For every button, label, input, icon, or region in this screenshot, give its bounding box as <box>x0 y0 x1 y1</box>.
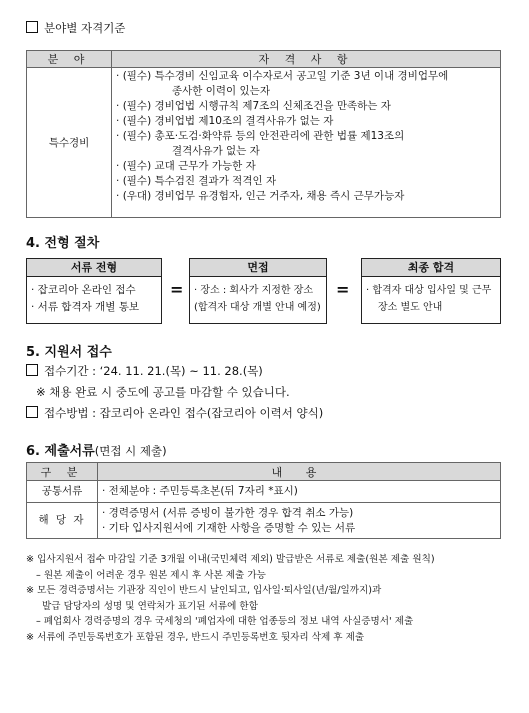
req-item-cont: 종사한 이력이 있는자 <box>172 85 270 97</box>
documents-table <box>26 462 501 539</box>
doc-line: · 경력증명서 (서류 증빙이 불가한 경우 합격 취소 가능) <box>102 506 354 519</box>
req-item-cont: 결격사유가 없는 자 <box>172 145 260 157</box>
note-line: – 원본 제출이 어려운 경우 원본 제시 후 사본 제출 가능 <box>36 569 266 581</box>
step-document-screening <box>26 258 162 324</box>
col-requirement-header: 자 격 사 항 <box>112 51 501 68</box>
req-item: · (우대) 경비업무 유경험자, 인근 거주자, 채용 즉시 근무가능자 <box>116 190 405 202</box>
note-line: ※ 모든 경력증명서는 기관장 직인이 반드시 날인되고, 입사일·퇴사일(년/월/일까지)과 <box>26 585 382 596</box>
checkbox-square-icon <box>26 21 38 33</box>
note-line: ※ 서류에 주민등록번호가 포함된 경우, 반드시 주민등록번호 뒷자리 삭제 후 제출 <box>26 631 365 643</box>
application-method: 접수방법 : 잡코리아 온라인 접수(잡코리아 이력서 양식) <box>26 405 323 421</box>
common-docs-content: · 전체분야 : 주민등록초본(뒤 7자리 *표시) <box>98 481 501 503</box>
notes-block <box>26 552 506 645</box>
col-category-header: 구 분 <box>27 463 98 481</box>
step-line: · 서류 합격자 개별 통보 <box>31 301 139 313</box>
step-title: 면접 <box>190 259 326 277</box>
col-field-header: 분 야 <box>27 51 112 68</box>
common-docs-label: 공통서류 <box>27 481 98 503</box>
applicable-docs-label: 해 당 자 <box>27 503 98 539</box>
step-interview <box>189 258 327 324</box>
field-cell: 특수경비 <box>27 68 112 218</box>
requirement-cell <box>112 68 501 218</box>
step-line: · 장소 : 회사가 지정한 장소 <box>194 285 314 296</box>
req-item: · (필수) 총포·도검·화약류 등의 안전관리에 관한 법률 제13조의 <box>116 130 405 142</box>
req-item: · (필수) 특수검진 결과가 적격인 자 <box>116 175 277 187</box>
req-item: · (필수) 경비업법 시행규칙 제7조의 신체조건을 만족하는 자 <box>116 100 391 112</box>
req-item: · (필수) 교대 근무가 가능한 자 <box>116 160 256 172</box>
step-line: · 합격자 대상 입사일 및 근무 <box>366 285 492 296</box>
step-line: · 잡코리아 온라인 접수 <box>31 284 136 296</box>
equals-sign: = <box>170 280 184 299</box>
note-line: ※ 입사지원서 접수 마감일 기준 3개월 이내(국민체력 제외) 발급받은 서류로 제출(원본 제출 원칙) <box>26 554 435 565</box>
step-title: 최종 합격 <box>362 259 500 277</box>
checkbox-square-icon <box>26 406 38 418</box>
applicable-docs-content <box>98 503 501 539</box>
step-title: 서류 전형 <box>27 259 161 277</box>
col-content-header: 내 용 <box>98 463 501 481</box>
section-6-title: 6. 제출서류(면접 시 제출) <box>26 444 167 459</box>
application-period: 접수기간 : ‘24. 11. 21.(목) ~ 11. 28.(목) <box>26 363 263 379</box>
note-line: – 폐업회사 경력증명의 경우 국세청의 '폐업자에 대한 업종등의 정보 내역 사실증명서' 제출 <box>36 616 414 627</box>
doc-line: · 기타 입사지원서에 기재한 사항을 증명할 수 있는 서류 <box>102 521 356 534</box>
qualification-table <box>26 50 501 218</box>
early-close-note: ※ 채용 완료 시 중도에 공고를 마감할 수 있습니다. <box>36 385 290 399</box>
checkbox-square-icon <box>26 364 38 376</box>
field-qualification-heading: 분야별 자격기준 <box>26 20 125 36</box>
section-4-title: 4. 전형 절차 <box>26 236 100 251</box>
step-line: (합격자 대상 개별 안내 예정) <box>194 302 321 313</box>
equals-sign: = <box>336 280 350 299</box>
req-item: · (필수) 특수경비 신임교육 이수자로서 공고일 기준 3년 이내 경비업무에 <box>116 70 449 82</box>
section-5-title: 5. 지원서 접수 <box>26 345 112 360</box>
step-line: 장소 별도 안내 <box>378 302 443 313</box>
req-item: · (필수) 경비업법 제10조의 결격사유가 없는 자 <box>116 115 334 127</box>
step-final-pass <box>361 258 501 324</box>
note-line: 발급 담당자의 성명 및 연락처가 표기된 서류에 한함 <box>42 600 258 612</box>
